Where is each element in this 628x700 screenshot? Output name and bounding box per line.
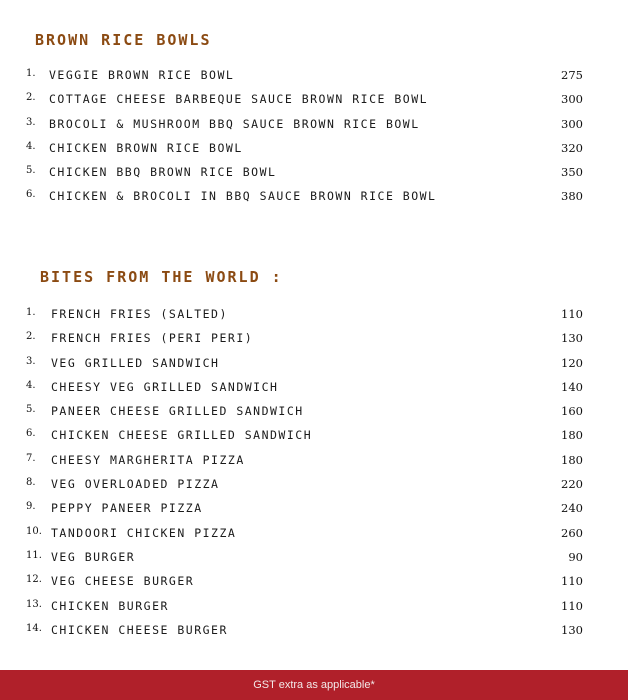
item-price: 275	[561, 68, 583, 82]
menu-item	[0, 623, 628, 647]
item-price: 240	[561, 501, 583, 516]
item-number: 6.	[26, 189, 36, 201]
item-price: 180	[561, 428, 583, 443]
item-name: PANEER CHEESE GRILLED SANDWICH	[51, 404, 304, 419]
item-name: CHICKEN BBQ BROWN RICE BOWL	[49, 165, 277, 180]
item-price: 120	[561, 355, 583, 370]
menu-item	[0, 380, 628, 404]
item-name: PEPPY PANEER PIZZA	[51, 501, 203, 516]
item-price: 350	[561, 165, 583, 180]
item-price: 300	[561, 116, 583, 131]
item-number: 4.	[26, 140, 36, 152]
item-number: 2.	[26, 92, 36, 104]
item-name: FRENCH FRIES (PERI PERI)	[51, 331, 254, 346]
item-price: 90	[568, 549, 583, 564]
item-price: 140	[561, 379, 583, 394]
item-price: 160	[561, 404, 583, 419]
item-name: CHICKEN & BROCOLI IN BBQ SAUCE BROWN RICE BOWL	[49, 189, 437, 204]
item-name: VEGGIE BROWN RICE BOWL	[49, 68, 235, 82]
item-number: 10.	[26, 525, 42, 537]
item-price: 180	[561, 452, 583, 467]
menu-item	[0, 501, 628, 525]
item-price: 260	[561, 525, 583, 540]
section-title-brown-rice-bowls: BROWN RICE BOWLS	[35, 31, 212, 49]
menu-item	[0, 68, 628, 92]
menu-item	[0, 526, 628, 550]
menu-item	[0, 574, 628, 598]
item-number: 11.	[26, 549, 42, 561]
item-price: 220	[561, 477, 583, 492]
menu-item	[0, 307, 628, 331]
item-price: 130	[561, 331, 583, 346]
item-name: CHICKEN CHEESE GRILLED SANDWICH	[51, 428, 313, 443]
item-name: VEG BURGER	[51, 549, 136, 564]
item-name: VEG GRILLED SANDWICH	[51, 355, 220, 370]
footer-bar	[0, 670, 628, 700]
item-name: CHEESY MARGHERITA PIZZA	[51, 452, 245, 467]
section-title-bites-from-the-world: BITES FROM THE WORLD :	[40, 268, 283, 286]
item-number: 13.	[26, 598, 42, 610]
menu-item	[0, 428, 628, 452]
item-number: 3.	[26, 355, 36, 367]
item-number: 7.	[26, 452, 36, 464]
item-price: 110	[561, 598, 583, 613]
item-price: 300	[561, 92, 583, 107]
item-name: BROCOLI & MUSHROOM BBQ SAUCE BROWN RICE BOWL	[49, 116, 420, 131]
item-name: TANDOORI CHICKEN PIZZA	[51, 525, 237, 540]
item-number: 1.	[26, 68, 36, 79]
item-name: VEG OVERLOADED PIZZA	[51, 477, 220, 492]
item-number: 14.	[26, 622, 42, 634]
menu-item	[0, 92, 628, 116]
item-number: 3.	[26, 116, 36, 128]
item-name: CHICKEN BURGER	[51, 598, 169, 613]
gst-note: GST extra as applicable*	[253, 679, 375, 691]
item-number: 5.	[26, 404, 36, 416]
menu-item	[0, 550, 628, 574]
item-price: 110	[561, 574, 583, 589]
bites-from-the-world-list	[0, 307, 628, 647]
menu-item	[0, 331, 628, 355]
item-price: 110	[561, 307, 583, 321]
item-price: 380	[561, 189, 583, 204]
menu-item	[0, 453, 628, 477]
menu-item	[0, 165, 628, 189]
item-name: CHICKEN BROWN RICE BOWL	[49, 140, 243, 155]
menu-item	[0, 477, 628, 501]
item-number: 5.	[26, 165, 36, 177]
item-name: CHEESY VEG GRILLED SANDWICH	[51, 379, 279, 394]
menu-item	[0, 141, 628, 165]
item-name: FRENCH FRIES (SALTED)	[51, 307, 228, 321]
menu-item	[0, 599, 628, 623]
item-number: 6.	[26, 428, 36, 440]
item-number: 1.	[26, 307, 36, 318]
item-number: 8.	[26, 477, 36, 489]
brown-rice-bowls-list	[0, 68, 628, 214]
item-number: 9.	[26, 501, 36, 513]
item-number: 2.	[26, 331, 36, 343]
menu-item	[0, 189, 628, 213]
item-name: COTTAGE CHEESE BARBEQUE SAUCE BROWN RICE BOWL	[49, 92, 429, 107]
item-price: 130	[561, 622, 583, 637]
item-name: CHICKEN CHEESE BURGER	[51, 622, 228, 637]
menu-item	[0, 404, 628, 428]
item-number: 4.	[26, 379, 36, 391]
item-price: 320	[561, 140, 583, 155]
item-number: 12.	[26, 574, 42, 586]
menu-item	[0, 117, 628, 141]
menu-item	[0, 356, 628, 380]
item-name: VEG CHEESE BURGER	[51, 574, 195, 589]
